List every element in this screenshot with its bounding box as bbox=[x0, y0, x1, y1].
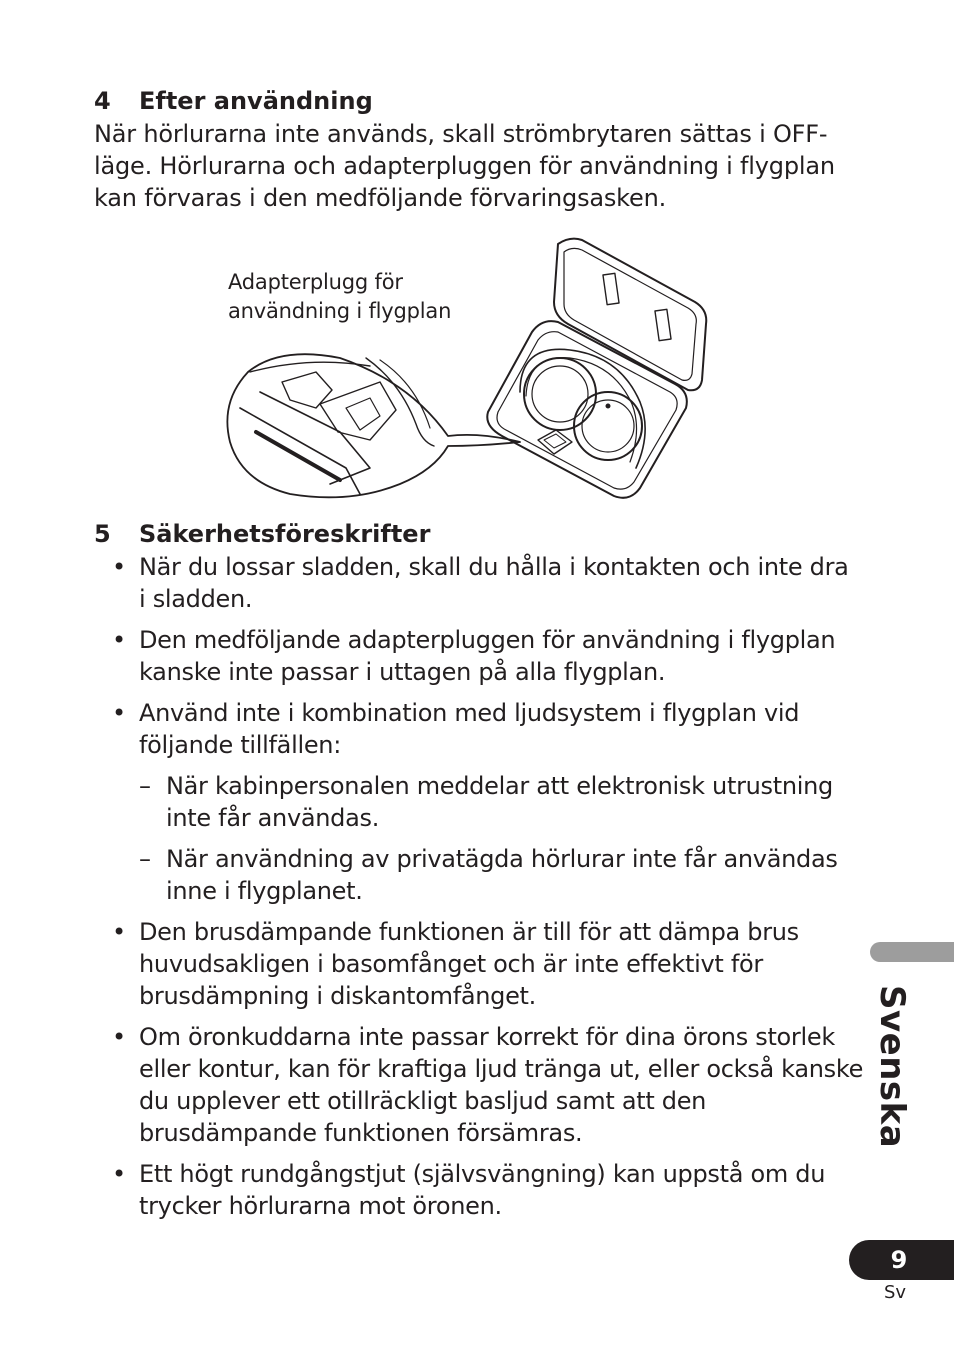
item-line: följande tillfällen: bbox=[139, 731, 341, 759]
list-subitem bbox=[94, 770, 864, 834]
item-line: • Den medföljande adapterpluggen för användning i flygplan bbox=[139, 626, 836, 654]
item-line: • Ett högt rundgångstjut (självsvängning) kan uppstå om du bbox=[139, 1160, 826, 1188]
item-line: – När användning av privatägda hörlurar inte får användas bbox=[166, 845, 838, 873]
section-title: Efter användning bbox=[139, 87, 373, 115]
list-item bbox=[94, 624, 864, 688]
list-item bbox=[94, 697, 864, 761]
item-line: brusdämpande funktionen försämras. bbox=[139, 1119, 583, 1147]
storage-case-illustration bbox=[220, 232, 720, 507]
item-line: du upplever ett otillräckligt basljud samt att den bbox=[139, 1087, 707, 1115]
item-line: • När du lossar sladden, skall du hålla i kontakten och inte dra bbox=[139, 553, 849, 581]
callout-line: Adapterplugg för bbox=[228, 270, 403, 294]
item-line: • Den brusdämpande funktionen är till för att dämpa brus bbox=[139, 918, 799, 946]
section-number: 5 bbox=[94, 520, 111, 548]
safety-list bbox=[94, 551, 864, 1231]
item-line: kanske inte passar i uttagen på alla flygplan. bbox=[139, 658, 666, 686]
list-item bbox=[94, 1021, 864, 1149]
item-line: • Om öronkuddarna inte passar korrekt för dina örons storlek bbox=[139, 1023, 835, 1051]
item-line: brusdämpning i diskantomfånget. bbox=[139, 982, 537, 1010]
page-number: 9 bbox=[890, 1246, 908, 1274]
body-line: kan förvaras i den medföljande förvaringsasken. bbox=[94, 184, 667, 212]
item-line: inte får användas. bbox=[166, 804, 380, 832]
list-item bbox=[94, 551, 864, 615]
list-item bbox=[94, 916, 864, 1012]
item-line: eller kontur, kan för kraftiga ljud tränga ut, eller också kanske bbox=[139, 1055, 864, 1083]
body-line: När hörlurarna inte används, skall strömbrytaren sättas i OFF- bbox=[94, 120, 828, 148]
language-label bbox=[864, 985, 912, 1149]
list-item bbox=[94, 1158, 864, 1222]
section-4-heading bbox=[94, 86, 373, 116]
language-tab-marker bbox=[870, 942, 954, 962]
page-number-badge bbox=[849, 1240, 954, 1280]
body-line: läge. Hörlurarna och adapterpluggen för användning i flygplan bbox=[94, 152, 835, 180]
item-line: trycker hörlurarna mot öronen. bbox=[139, 1192, 502, 1220]
item-line: huvudsakligen i basomfånget och är inte effektivt för bbox=[139, 950, 763, 978]
item-line: inne i flygplanet. bbox=[166, 877, 363, 905]
section-number: 4 bbox=[94, 87, 111, 115]
section-5-heading bbox=[94, 519, 430, 549]
language-label-text: Svenska bbox=[872, 985, 912, 1149]
list-subitem bbox=[94, 843, 864, 907]
item-line: – När kabinpersonalen meddelar att elektronisk utrustning bbox=[166, 772, 833, 800]
section-title: Säkerhetsföreskrifter bbox=[139, 520, 431, 548]
section-4-body bbox=[94, 118, 864, 214]
page-language-code: Sv bbox=[884, 1282, 907, 1303]
callout-line: användning i flygplan bbox=[228, 299, 452, 323]
item-line: • Använd inte i kombination med ljudsystem i flygplan vid bbox=[139, 699, 800, 727]
item-line: i sladden. bbox=[139, 585, 253, 613]
